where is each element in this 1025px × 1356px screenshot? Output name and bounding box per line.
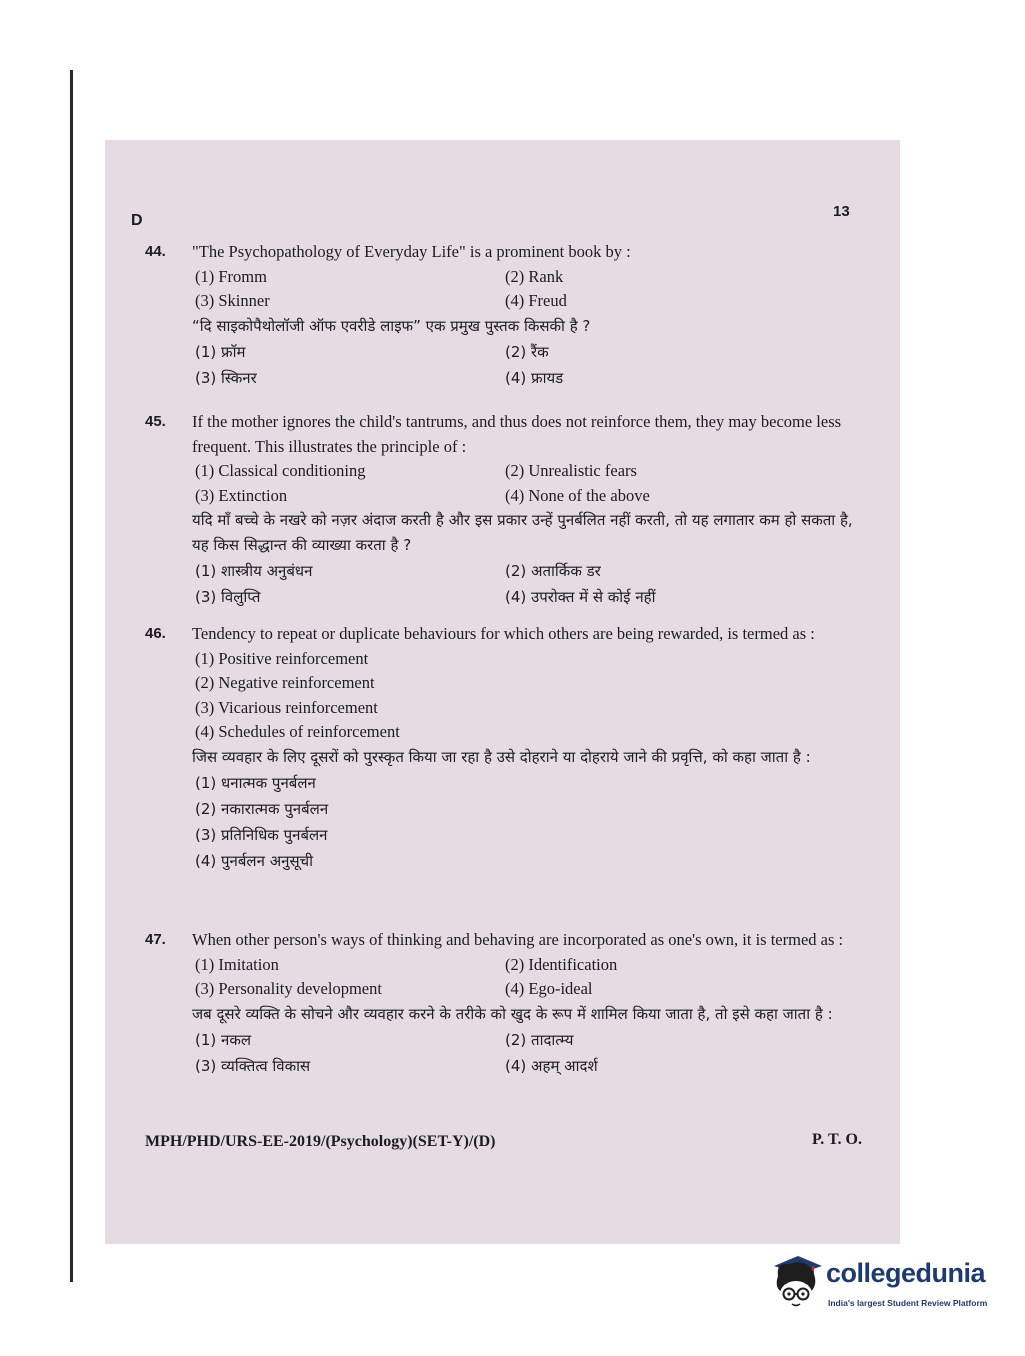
set-letter: D (131, 212, 143, 229)
question-stem-hindi: “दि साइकोपैथोलॉजी ऑफ एवरीडे लाइफ” एक प्रमुख पुस्तक किसकी है ? (192, 316, 591, 335)
student-mascot-icon (768, 1252, 824, 1314)
question-stem-hindi: यदि माँ बच्चे के नखरे को नज़र अंदाज करती है और इस प्रकार उन्हें पुनर्बलित नहीं करती, तो यह लगातार कम हो सकता है, यह किस सिद्धान्त की व्याख्या करता है ? (192, 511, 853, 554)
option-4: (4) Schedules of reinforcement (195, 722, 400, 741)
option-1-hindi: (1) नकल (195, 1030, 252, 1049)
question-47 (145, 928, 865, 1079)
question-number: 44. (145, 243, 166, 260)
option-3-hindi: (3) विलुप्ति (195, 588, 261, 606)
question-stem-hindi: जब दूसरे व्यक्ति के सोचने और व्यवहार करने के तरीके को खुद के रूप में शामिल किया जाता है, तो इसे कहा जाता है : (192, 1004, 833, 1023)
option-3-hindi: (3) व्यक्तित्व विकास (195, 1056, 311, 1075)
scan-left-edge (70, 70, 73, 1282)
option-3-hindi: (3) प्रतिनिधिक पुनर्बलन (195, 825, 328, 844)
option-3-hindi: (3) स्किनर (195, 368, 257, 387)
option-1-hindi: (1) फ्रॉम (195, 342, 246, 361)
option-2: (2) Unrealistic fears (505, 461, 637, 480)
question-45 (145, 410, 865, 610)
question-paper-page (105, 140, 900, 1244)
question-46 (145, 622, 865, 874)
option-4: (4) None of the above (505, 485, 650, 505)
question-44 (145, 240, 865, 391)
paper-code: MPH/PHD/URS-EE-2019/(Psychology)(SET-Y)/(D) (145, 1133, 496, 1150)
question-stem-english: Tendency to repeat or duplicate behaviours for which others are being rewarded, is termed as : (192, 624, 815, 643)
brand-tagline: India's largest Student Review Platform (828, 1298, 988, 1308)
option-2: (2) Rank (505, 266, 564, 286)
options-english (192, 953, 865, 1002)
question-stem-hindi: जिस व्यवहार के लिए दूसरों को पुरस्कृत किया जा रहा है उसे दोहराने या दोहराये जाने की प्रवृत्ति, को कहा जाता है : (192, 747, 811, 766)
option-4-hindi: (4) उपरोक्त में से कोई नहीं (505, 588, 656, 606)
option-2-hindi: (2) रैंक (505, 342, 549, 361)
option-3: (3) Skinner (195, 291, 270, 310)
brand-name: collegedunia (826, 1258, 986, 1288)
option-4: (4) Freud (505, 291, 567, 310)
options-hindi (192, 770, 865, 874)
options-hindi (192, 558, 865, 610)
question-stem-english: When other person's ways of thinking and behaving are incorporated as one's own, it is termed as : (192, 930, 844, 949)
question-stem-english: If the mother ignores the child's tantrums, and thus does not reinforce them, they may become less frequent. This illustrates the principle of : (192, 412, 842, 456)
option-1: (1) Fromm (195, 266, 267, 286)
options-hindi (192, 339, 865, 391)
option-4: (4) Ego-ideal (505, 979, 593, 998)
options-english (192, 647, 865, 745)
options-english (192, 265, 865, 314)
question-number: 45. (145, 413, 166, 430)
option-1-hindi: (1) शास्त्रीय अनुबंधन (195, 562, 313, 580)
options-english (192, 459, 865, 508)
options-hindi (192, 1027, 865, 1079)
option-4-hindi: (4) फ्रायड (505, 368, 564, 387)
option-1: (1) Positive reinforcement (195, 648, 369, 668)
please-turn-over: P. T. O. (812, 1131, 862, 1148)
question-number: 47. (145, 931, 166, 948)
option-4-hindi: (4) अहम् आदर्श (505, 1056, 598, 1075)
option-2: (2) Identification (505, 954, 618, 974)
option-2: (2) Negative reinforcement (195, 673, 375, 692)
collegedunia-watermark (768, 1252, 998, 1322)
option-1: (1) Imitation (195, 954, 279, 974)
option-3: (3) Extinction (195, 485, 288, 505)
option-3: (3) Vicarious reinforcement (195, 697, 378, 717)
option-1-hindi: (1) धनात्मक पुनर्बलन (195, 773, 316, 792)
option-4-hindi: (4) पुनर्बलन अनुसूची (195, 851, 314, 870)
option-2-hindi: (2) नकारात्मक पुनर्बलन (195, 799, 329, 818)
option-2-hindi: (2) तादात्म्य (505, 1030, 574, 1049)
option-2-hindi: (2) अतार्किक डर (505, 562, 601, 580)
question-number: 46. (145, 625, 166, 642)
option-3: (3) Personality development (195, 979, 382, 998)
option-1: (1) Classical conditioning (195, 461, 366, 480)
question-stem-english: "The Psychopathology of Everyday Life" is a prominent book by : (192, 242, 631, 261)
page-number: 13 (833, 203, 850, 220)
